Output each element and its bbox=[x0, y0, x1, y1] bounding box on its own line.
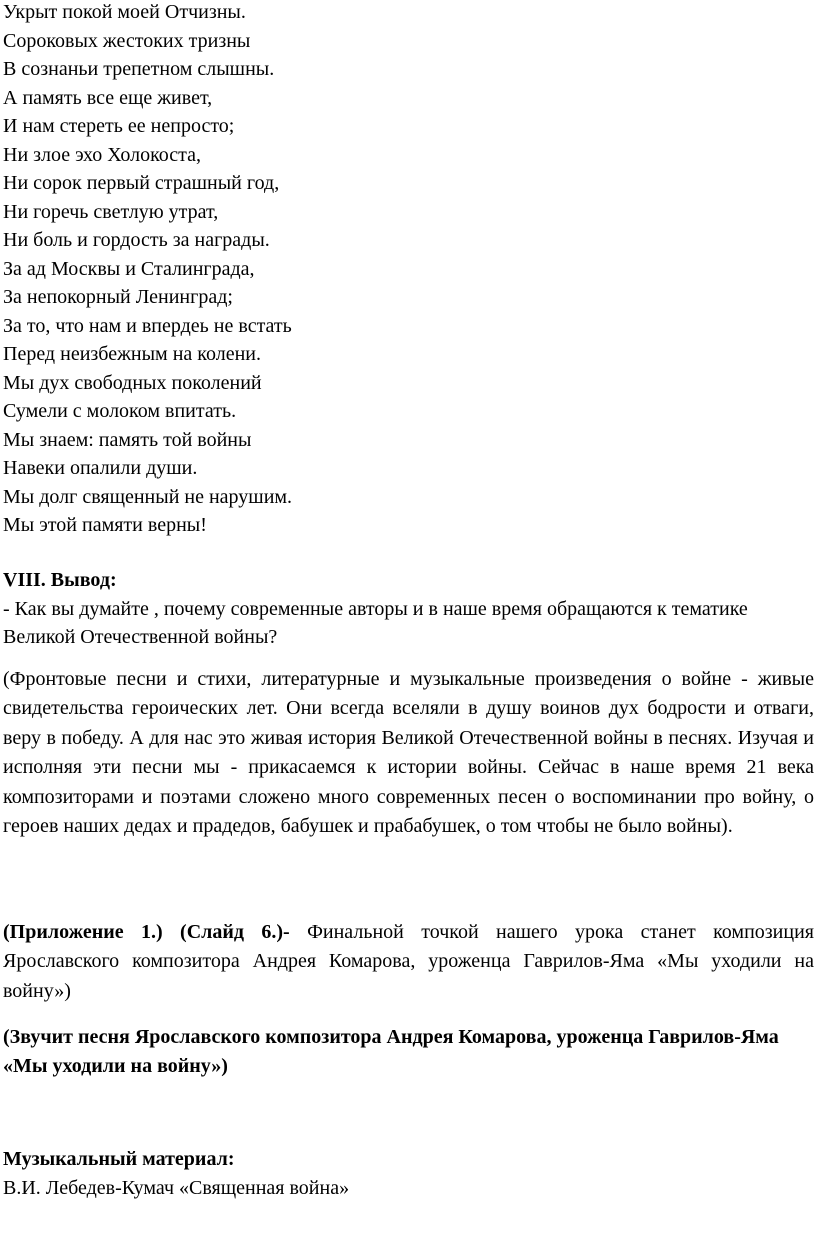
poem-line: В сознаньи трепетном слышны. bbox=[3, 58, 275, 80]
poem-line: Ни злое эхо Холокоста, bbox=[3, 143, 202, 166]
poem-line: Перед неизбежным на колени. bbox=[3, 343, 261, 365]
poem bbox=[3, 0, 292, 540]
poem-line: А память все еще живет, bbox=[3, 86, 213, 109]
poem-line: Сумели с молоком впитать. bbox=[3, 400, 237, 422]
music-item: В.И. Лебедев-Кумач «Священная война» bbox=[3, 1177, 350, 1199]
poem-line: И нам стереть ее непросто; bbox=[3, 115, 235, 137]
poem-line: Ни боль и гордость за награды. bbox=[3, 229, 270, 251]
appendix-text: Финальной точкой нашего урока станет композиция Ярославского композитора Андрея Комарова, уроженца Гаврилов-Яма «Мы уходили на войну») bbox=[3, 921, 814, 1002]
appendix-paragraph bbox=[3, 918, 814, 1006]
poem-line: Мы знаем: память той войны bbox=[3, 428, 252, 451]
poem-line: Мы этой памяти верны! bbox=[3, 514, 207, 536]
appendix-label: (Приложение 1.) (Слайд 6.)- bbox=[3, 921, 290, 943]
poem-line: Укрыт покой моей Отчизны. bbox=[3, 1, 246, 23]
conclusion-heading: VIII. Вывод: bbox=[3, 569, 117, 591]
poem-line: За то, что нам и впердеь не встать bbox=[3, 314, 292, 337]
music-heading: Музыкальный материал: bbox=[3, 1148, 235, 1170]
conclusion-question: - Как вы думайте , почему современные авторы и в наше время обращаются к тематике Великой Отечественной войны? bbox=[3, 598, 748, 648]
poem-line: Мы долг священный не нарушим. bbox=[3, 485, 293, 508]
song-note: (Звучит песня Ярославского композитора Андрея Комарова, уроженца Гаврилов-Яма «Мы уходили на войну») bbox=[3, 1026, 779, 1077]
poem-line: Сороковых жестоких тризны bbox=[3, 29, 251, 52]
poem-line: Ни горечь светлую утрат, bbox=[3, 200, 219, 223]
conclusion-answer: (Фронтовые песни и стихи, литературные и музыкальные произведения о войне - живые свидетельства героических лет. Они всегда вселяли в душу воинов дух бодрости и отваги, веру в победу. А для нас это живая история Великой Отечественной войны в песнях. Изучая и исполняя эти песни мы - прикасаемся к истории войны. Сейчас в наше время 21 века композиторами и поэтами сложено много современных песен о воспоминании про войну, о героев наших дедах и прадедов, бабушек и прабабушек, о том чтобы не было войны). bbox=[3, 668, 814, 838]
poem-line: За ад Москвы и Сталинграда, bbox=[3, 257, 255, 280]
poem-line: Мы дух свободных поколений bbox=[3, 371, 262, 394]
poem-line: Ни сорок первый страшный год, bbox=[3, 172, 280, 194]
poem-line: Навеки опалили души. bbox=[3, 457, 198, 479]
poem-line: За непокорный Ленинград; bbox=[3, 286, 233, 308]
